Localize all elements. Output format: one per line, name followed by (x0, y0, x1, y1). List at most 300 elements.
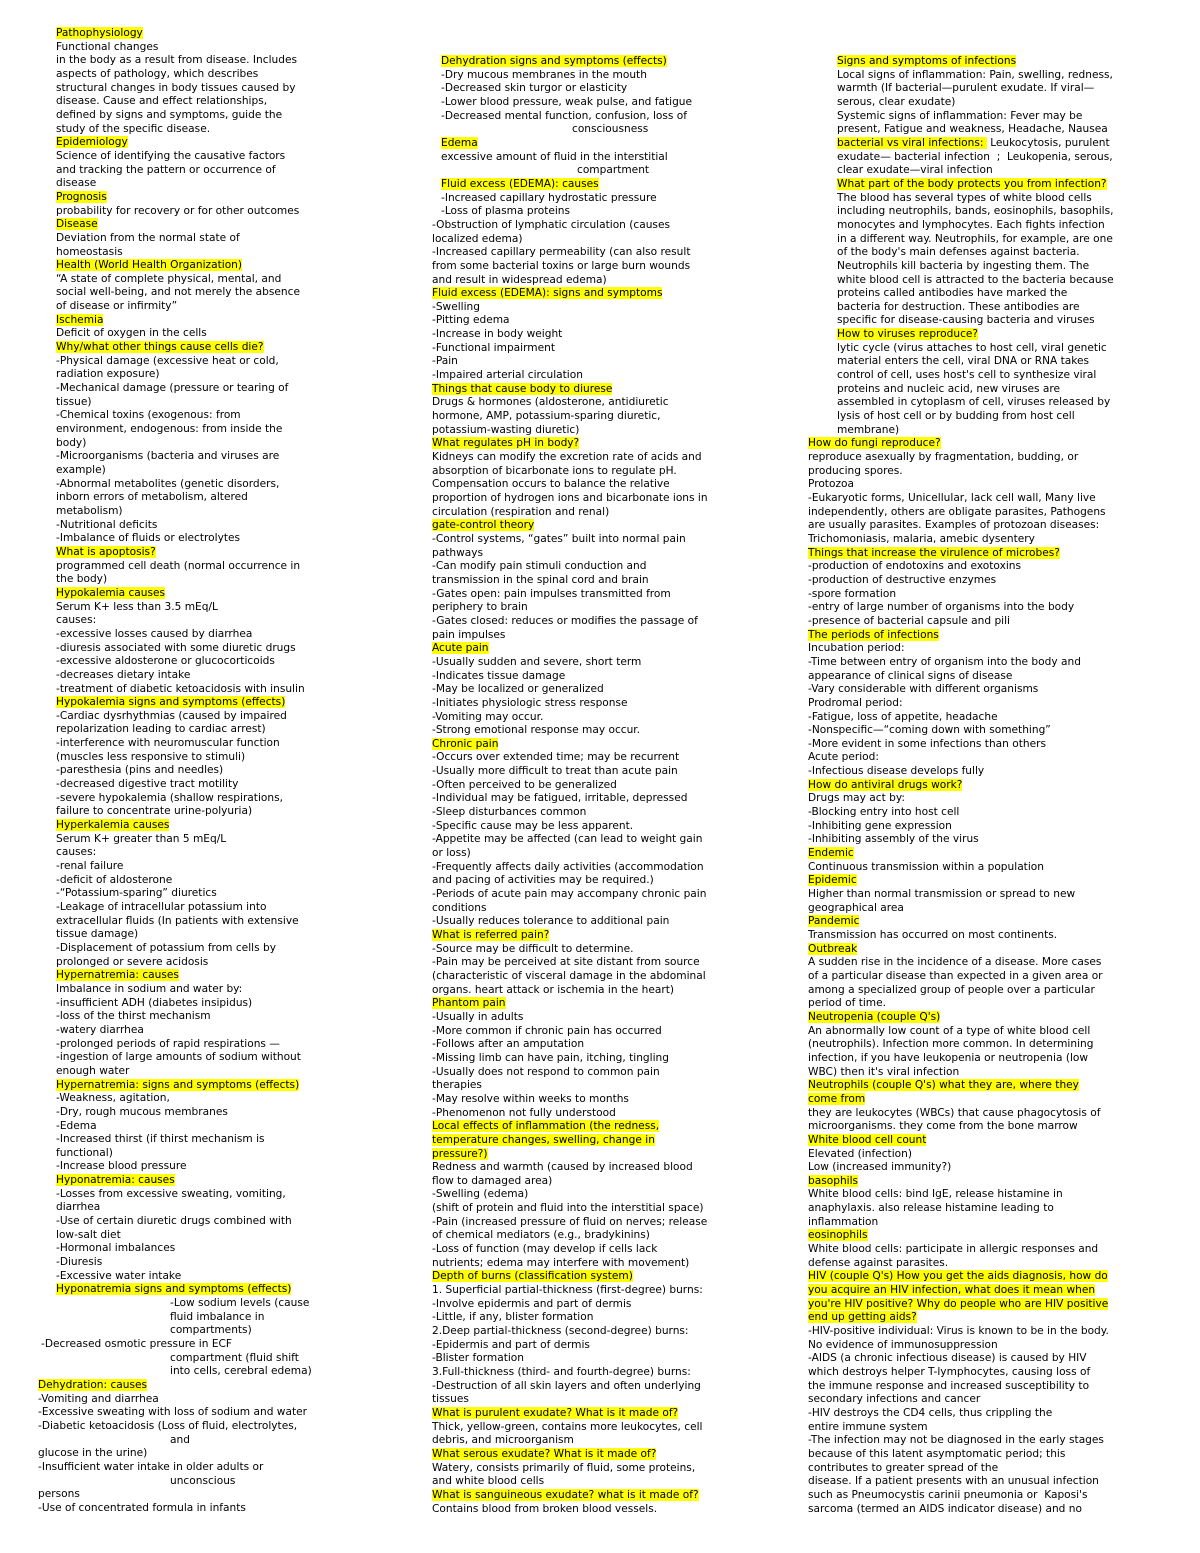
note-line (808, 96, 1153, 110)
line-text: from some bacterial toxins or large burn wounds (432, 259, 691, 272)
note-line (808, 902, 1153, 916)
line-text: defined by signs and symptoms, guide the (56, 108, 283, 121)
line-text: -Obstruction of lymphatic circulation (causes (432, 218, 670, 231)
line-text: proportion of hydrogen ions and bicarbonate ions in (432, 492, 708, 504)
note-line (38, 792, 393, 806)
note-line (432, 1011, 787, 1025)
note-line (808, 724, 1153, 738)
line-text: 2.Deep partial-thickness (second-degree) burns: (432, 1325, 689, 1338)
heading-text: How do fungi reproduce? (808, 437, 941, 450)
line-text: Drugs & hormones (aldosterone, antidiuretic (432, 396, 669, 409)
heading-text: Signs and symptoms of infections (837, 55, 1017, 67)
note-line (432, 711, 787, 725)
note-line (808, 1216, 1153, 1230)
section-heading (808, 1079, 1153, 1093)
note-line (432, 792, 787, 806)
line-text: -Time between entry of organism into the body and (808, 655, 1081, 668)
note-line (432, 560, 787, 574)
section-heading (432, 55, 787, 69)
note-line (432, 369, 787, 383)
heading-text: basophils (808, 1174, 859, 1187)
line-text: diarrhea (56, 1201, 101, 1214)
note-line (38, 355, 393, 369)
note-line (38, 1188, 393, 1202)
note-line (808, 465, 1153, 479)
line-text: -Epidermis and part of dermis (432, 1338, 590, 1351)
note-line (432, 465, 787, 479)
section-heading (808, 137, 1153, 151)
note-line (808, 1325, 1153, 1339)
line-text: Contains blood from broken blood vessels. (432, 1502, 658, 1515)
note-line (432, 970, 787, 984)
note-line (808, 519, 1153, 533)
line-text: -Functional impairment (432, 341, 555, 354)
note-line (38, 710, 393, 724)
line-text: -Dry, rough mucous membranes (56, 1105, 228, 1118)
note-line (808, 888, 1153, 902)
line-text: -Abnormal metabolites (genetic disorders, (56, 477, 280, 490)
line-text: -Microorganisms (bacteria and viruses are (56, 450, 280, 463)
line-text: present, Fatigue and weakness, Headache, Nausea (837, 123, 1108, 136)
note-line (808, 287, 1153, 301)
line-text: homeostasis (56, 245, 123, 258)
note-line (38, 1065, 393, 1079)
note-line (432, 1229, 787, 1243)
note-line (808, 260, 1153, 274)
line-text: WBC) then it's viral infection (808, 1065, 960, 1078)
line-text: -Fatigue, loss of appetite, headache (808, 710, 998, 723)
line-text: Elevated (infection) (808, 1147, 912, 1160)
note-line (432, 888, 787, 902)
note-line (432, 192, 787, 206)
line-text: contributes to greater spread of the (808, 1461, 999, 1474)
line-text: -Increased capillary permeability (can also result (432, 246, 691, 259)
line-text: the body) (56, 573, 108, 586)
note-line (432, 164, 787, 178)
section-heading (808, 328, 1153, 342)
line-text: A sudden rise in the incidence of a disease. More cases (808, 956, 1102, 969)
section-heading (808, 1270, 1153, 1284)
line-text: -Indicates tissue damage (432, 669, 566, 682)
note-line (808, 861, 1153, 875)
note-line (808, 984, 1153, 998)
line-text: independently, others are obligate parasites, Pathogens (808, 505, 1106, 518)
note-line (432, 1216, 787, 1230)
note-line (432, 1325, 787, 1339)
line-text: pain impulses (432, 628, 506, 641)
line-text: 3.Full-thickness (third- and fourth-degree) burns: (432, 1366, 691, 1378)
line-text: -Nonspecific—“coming down with something” (808, 724, 1051, 737)
line-text: -Inhibiting assembly of the virus (808, 833, 979, 846)
section-heading (38, 696, 393, 710)
section-heading (432, 1448, 787, 1462)
note-line (38, 109, 393, 123)
line-text: defense against parasites. (808, 1256, 949, 1269)
note-line (432, 274, 787, 288)
line-text: -Use of certain diuretic drugs combined with (56, 1215, 292, 1228)
note-line (38, 1133, 393, 1147)
note-line (808, 383, 1153, 397)
line-text: -Destruction of all skin layers and often underlying (432, 1379, 701, 1392)
note-line (432, 984, 787, 998)
note-line (808, 656, 1153, 670)
note-line (808, 1407, 1153, 1421)
line-text: compartment (577, 164, 650, 177)
note-line (432, 1066, 787, 1080)
note-line (38, 409, 393, 423)
section-heading (38, 1174, 393, 1188)
note-line (38, 396, 393, 410)
section-heading (38, 819, 393, 833)
line-text: -Follows after an amputation (432, 1038, 585, 1051)
note-line (808, 956, 1153, 970)
note-line (808, 1161, 1153, 1175)
note-line (432, 82, 787, 96)
section-heading (432, 437, 787, 451)
section-heading (38, 969, 393, 983)
note-line (38, 300, 393, 314)
heading-text: Hypokalemia signs and symptoms (effects) (56, 696, 286, 709)
line-text: of disease or infirmity” (56, 300, 178, 313)
note-line (432, 1161, 787, 1175)
line-text: Neutrophils kill bacteria by ingesting them. The (837, 259, 1090, 272)
heading-text: Hyponatremia signs and symptoms (effects) (56, 1283, 292, 1296)
note-line (432, 574, 787, 588)
note-line (808, 1475, 1153, 1489)
note-line (808, 1503, 1153, 1517)
note-line (432, 751, 787, 765)
line-text: (neutrophils). Infection more common. In determining (808, 1038, 1094, 1051)
note-line (808, 601, 1153, 615)
heading-text: Ischemia (56, 313, 104, 326)
note-line (808, 683, 1153, 697)
section-heading (432, 178, 787, 192)
line-text: bacteria for destruction. These antibodies are (837, 300, 1080, 313)
note-line (432, 547, 787, 561)
note-line (38, 805, 393, 819)
line-text: monocytes and lymphocytes. Each fights infection (837, 218, 1105, 231)
line-text: -Usually reduces tolerance to additional pain (432, 915, 670, 928)
section-heading (808, 1175, 1153, 1189)
note-line (38, 1447, 393, 1461)
line-text: Leukocytosis, purulent (986, 136, 1110, 149)
line-text: lysis of host cell or by budding from host cell (837, 410, 1075, 423)
line-text: Redness and warmth (caused by increased blood (432, 1161, 693, 1174)
line-text: -presence of bacterial capsule and pili (808, 614, 1010, 627)
line-text: -Blocking entry into host cell (808, 806, 960, 819)
note-line (808, 246, 1153, 260)
line-text: study of the specific disease. (56, 122, 211, 135)
line-text: -Increase blood pressure (56, 1160, 187, 1173)
line-text: -May resolve within weeks to months (432, 1092, 629, 1105)
note-line (38, 1024, 393, 1038)
line-text: -Specific cause may be less apparent. (432, 819, 634, 832)
line-text: -Appetite may be affected (can lead to weight gain (432, 833, 703, 846)
line-text: proteins and nucleic acid, new viruses are (837, 382, 1061, 395)
note-line (432, 724, 787, 738)
note-line (432, 1025, 787, 1039)
heading-text: Depth of burns (classification system) (432, 1270, 633, 1283)
line-text: among a specialized group of people over a particular (808, 983, 1095, 996)
note-line (808, 123, 1153, 137)
note-line (432, 1298, 787, 1312)
note-line (38, 286, 393, 300)
heading-text: Endemic (808, 847, 854, 860)
line-text: -More evident in some infections than others (808, 737, 1046, 750)
line-text: Watery, consists primarily of fluid, some proteins, (432, 1461, 696, 1474)
note-line (38, 846, 393, 860)
note-line (808, 205, 1153, 219)
line-text: causes: (56, 614, 97, 627)
line-text: Thick, yellow-green, contains more leukocytes, cell (432, 1420, 703, 1433)
line-text: specific for disease-causing bacteria and viruses (837, 314, 1095, 327)
line-text: are usually parasites. Examples of protozoan diseases: (808, 519, 1100, 532)
line-text: -Losses from excessive sweating, vomiting, (56, 1187, 286, 1200)
heading-text: What is purulent exudate? What is it made of? (432, 1406, 679, 1419)
note-line (38, 82, 393, 96)
note-line (432, 1475, 787, 1489)
line-text: White blood cells: bind IgE, release histamine in (808, 1188, 1063, 1201)
line-text: -Vomiting and diarrhea (38, 1392, 159, 1405)
note-line (432, 1352, 787, 1366)
note-line (432, 601, 787, 615)
line-text: of a particular disease than expected in a given area or (808, 969, 1103, 982)
line-text: prolonged or severe acidosis (56, 955, 209, 968)
note-line (808, 820, 1153, 834)
note-line (808, 574, 1153, 588)
note-line (808, 765, 1153, 779)
line-text: radiation exposure) (56, 368, 160, 381)
line-text: serous, clear exudate) (837, 95, 956, 108)
line-text: -Excessive water intake (56, 1269, 182, 1282)
note-line (808, 1448, 1153, 1462)
note-line (432, 219, 787, 233)
note-line (38, 1461, 393, 1475)
line-text: failure to concentrate urine-polyuria) (56, 805, 253, 818)
note-line (432, 1434, 787, 1448)
note-line (432, 1243, 787, 1257)
note-line (808, 1025, 1153, 1039)
note-line (808, 1052, 1153, 1066)
line-text: (characteristic of visceral damage in the abdominal (432, 969, 706, 982)
line-text: example) (56, 464, 106, 476)
line-text: -Diuresis (56, 1256, 103, 1269)
note-line (38, 1406, 393, 1420)
line-text: probability for recovery or for other outcomes (56, 204, 300, 217)
section-heading (432, 1134, 787, 1148)
line-text: -Hormonal imbalances (56, 1242, 176, 1255)
note-line (432, 1393, 787, 1407)
note-line (38, 874, 393, 888)
line-text: entire immune system (808, 1420, 928, 1433)
line-text: -Vomiting may occur. (432, 710, 544, 723)
line-text: -renal failure (56, 860, 124, 873)
note-line (432, 110, 787, 124)
heading-text: What serous exudate? What is it made of? (432, 1447, 657, 1460)
line-text: localized edema) (432, 232, 523, 245)
heading-text: Fluid excess (EDEMA): signs and symptoms (432, 287, 663, 300)
note-line (38, 1010, 393, 1024)
note-line (808, 997, 1153, 1011)
note-line (38, 232, 393, 246)
line-text: -Diabetic ketoacidosis (Loss of fluid, electrolytes, (38, 1419, 298, 1432)
note-line (38, 1106, 393, 1120)
line-text: -Usually does not respond to common pain (432, 1065, 660, 1078)
line-text: functional) (56, 1146, 113, 1159)
note-line (432, 478, 787, 492)
line-text: -Pain (432, 355, 458, 368)
note-line (38, 1038, 393, 1052)
section-heading (38, 259, 393, 273)
line-text: Local signs of inflammation: Pain, swelling, redness, (837, 68, 1113, 81)
section-heading (808, 1134, 1153, 1148)
section-heading (432, 1489, 787, 1503)
heading-text: What part of the body protects you from infection? (837, 177, 1107, 190)
note-line (38, 164, 393, 178)
heading-text: Hyponatremia: causes (56, 1174, 175, 1187)
line-text: -Excessive sweating with loss of sodium and water (38, 1406, 307, 1419)
note-line (38, 928, 393, 942)
note-line (38, 205, 393, 219)
section-heading (432, 1270, 787, 1284)
note-line (432, 861, 787, 875)
line-text: infection, if you have leukopenia or neutropenia (low (808, 1051, 1089, 1064)
section-heading (432, 1407, 787, 1421)
line-text: -Often perceived to be generalized (432, 778, 617, 791)
note-line (38, 150, 393, 164)
line-text: environment, endogenous: from inside the (56, 423, 283, 436)
note-line (38, 532, 393, 546)
note-line (38, 1120, 393, 1134)
section-heading (38, 546, 393, 560)
section-heading (38, 1283, 393, 1297)
note-line (432, 151, 787, 165)
heading-text: Hyperkalemia causes (56, 819, 170, 832)
note-line (432, 492, 787, 506)
heading-text: eosinophils (808, 1229, 868, 1242)
note-line (38, 1393, 393, 1407)
note-line (432, 246, 787, 260)
line-text: of chemical mediators (e.g., bradykinins) (432, 1229, 650, 1242)
line-text: -Imbalance of fluids or electrolytes (56, 532, 241, 545)
note-line (38, 368, 393, 382)
line-text: extracellular fluids (In patients with extensive (56, 914, 299, 927)
line-text: membrane) (837, 423, 900, 436)
heading-text: you're HIV positive? Why do people who are HIV positive (808, 1297, 1109, 1310)
note-line (38, 669, 393, 683)
section-heading (432, 383, 787, 397)
note-line (38, 628, 393, 642)
heading-text: Health (World Health Organization) (56, 259, 243, 272)
line-text: -Dry mucous membranes in the mouth (441, 68, 647, 81)
line-text: Continuous transmission within a population (808, 860, 1044, 873)
line-text: nutrients; edema may interfere with movement) (432, 1256, 690, 1269)
line-text: -production of endotoxins and exotoxins (808, 560, 1022, 573)
heading-text: Hypernatremia: causes (56, 969, 179, 982)
line-text: in a different way. Neutrophils, for example, are one (837, 232, 1113, 245)
section-heading (808, 874, 1153, 888)
note-line (808, 492, 1153, 506)
line-text: Imbalance in sodium and water by: (56, 982, 243, 995)
section-heading (432, 519, 787, 533)
section-heading (38, 218, 393, 232)
line-text: -watery diarrhea (56, 1023, 144, 1036)
line-text: -Initiates physiologic stress response (432, 696, 628, 709)
line-text: warmth (If bacterial—purulent exudate. If viral— (837, 82, 1095, 95)
line-text: exudate— bacterial infection ; Leukopenia, serous, (837, 150, 1113, 163)
heading-text: Hypokalemia causes (56, 586, 166, 599)
line-text: material enters the cell, viral DNA or RNA takes (837, 355, 1090, 368)
note-line (432, 874, 787, 888)
note-line (38, 1256, 393, 1270)
section-heading (38, 27, 393, 41)
line-text: compartments) (170, 1324, 252, 1337)
line-text: -Low sodium levels (cause (170, 1297, 310, 1310)
note-line (808, 219, 1153, 233)
line-text: -Edema (56, 1119, 97, 1132)
heading-text: Neutropenia (couple Q's) (808, 1010, 941, 1023)
line-text: Higher than normal transmission or spread to new (808, 888, 1076, 901)
section-heading (432, 1120, 787, 1134)
line-text: -The infection may not be diagnosed in the early stages (808, 1434, 1104, 1447)
note-line (432, 902, 787, 916)
line-text: -Control systems, “gates” built into normal pain (432, 532, 686, 545)
line-text: period of time. (808, 997, 886, 1010)
line-text: Serum K+ less than 3.5 mEq/L (56, 600, 218, 613)
section-heading (808, 178, 1153, 192)
note-line (38, 1365, 393, 1379)
section-heading (808, 55, 1153, 69)
note-line (808, 642, 1153, 656)
note-line (38, 614, 393, 628)
note-line (432, 656, 787, 670)
note-line (38, 901, 393, 915)
heading-text: Chronic pain (432, 737, 499, 750)
line-text: -Usually sudden and severe, short term (432, 655, 642, 668)
line-text: -Inhibiting gene expression (808, 819, 952, 832)
note-line (808, 1202, 1153, 1216)
line-text: assembled in cytoplasm of cell, viruses released by (837, 396, 1111, 409)
line-text: disease (56, 177, 97, 190)
heading-text: What is sanguineous exudate? what is it made of? (432, 1488, 699, 1501)
note-line (432, 328, 787, 342)
heading-text: bacterial vs viral infections: (837, 136, 987, 149)
note-line (808, 738, 1153, 752)
line-text: geographical area (808, 901, 904, 914)
note-line (432, 396, 787, 410)
heading-text: White blood cell count (808, 1133, 927, 1146)
note-line (38, 1160, 393, 1174)
line-text: -paresthesia (pins and needles) (56, 764, 224, 777)
note-line (432, 1093, 787, 1107)
note-line (808, 410, 1153, 424)
note-line (38, 519, 393, 533)
note-line (432, 342, 787, 356)
line-text: The blood has several types of white blood cells (837, 191, 1092, 204)
note-line (432, 410, 787, 424)
line-text: consciousness (572, 123, 649, 136)
note-line (38, 177, 393, 191)
note-line (432, 915, 787, 929)
line-text: -Vary considerable with different organisms (808, 683, 1039, 696)
section-heading (38, 341, 393, 355)
line-text: circulation (respiration and renal) (432, 505, 610, 518)
heading-text: Local effects of inflammation (the redness, (432, 1120, 660, 1133)
note-line (38, 997, 393, 1011)
note-line (38, 1242, 393, 1256)
line-text: -HIV destroys the CD4 cells, thus crippling the (808, 1406, 1053, 1419)
note-line (808, 1148, 1153, 1162)
